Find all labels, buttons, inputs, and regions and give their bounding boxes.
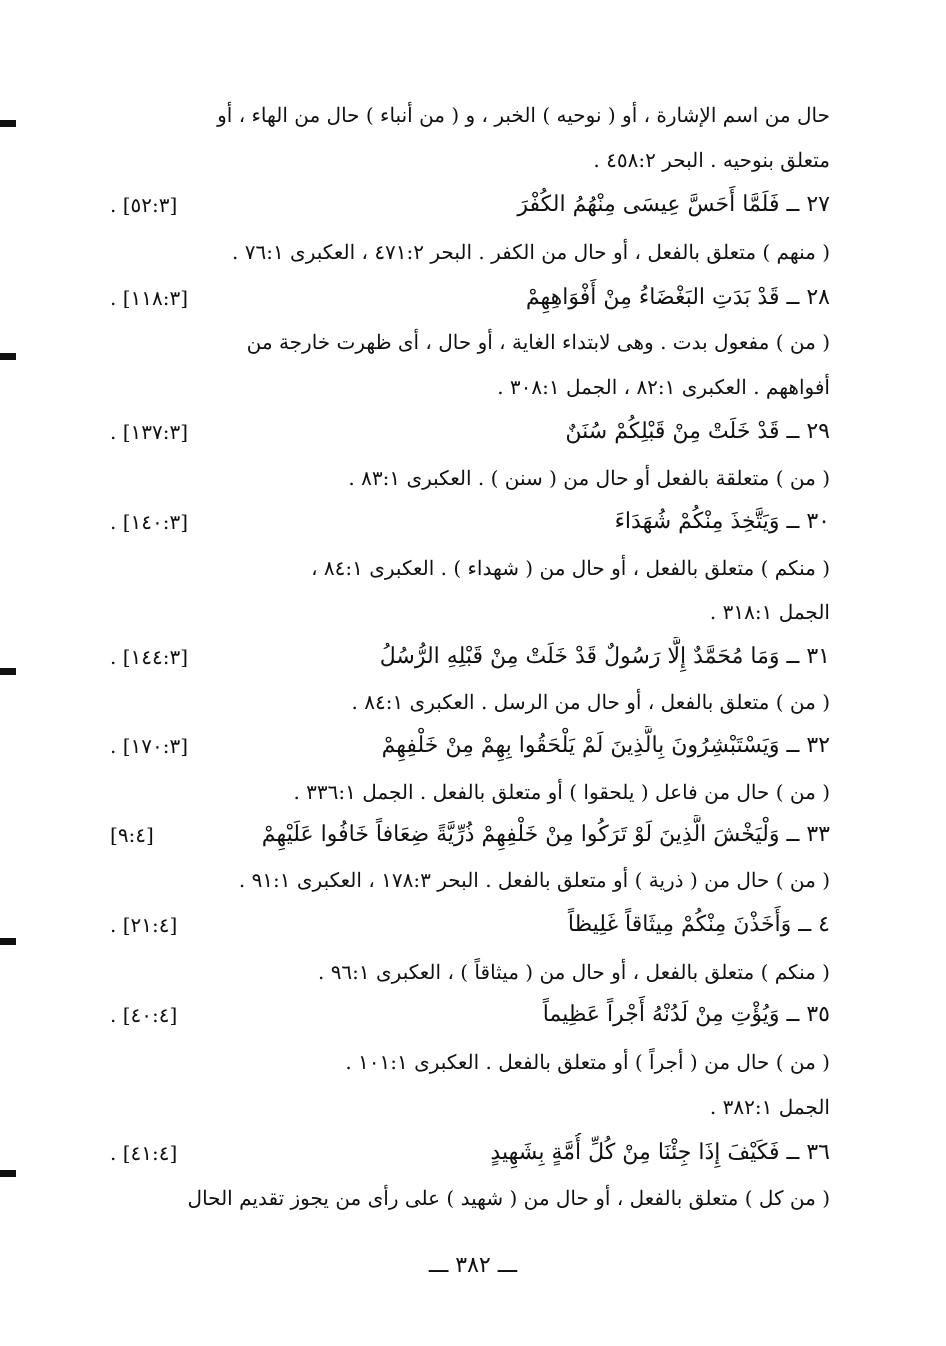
verse-line: ٣٦ ــ فَكَيْفَ إِذَا جِئْنَا مِنْ كُلِّ أُمَّةٍ بِشَهِيدٍ <box>490 1140 830 1165</box>
text-line: ( من ) متعلقة بالفعل أو حال من ( سنن ) . العكبرى ٨٣:١ . <box>348 466 830 490</box>
verse-line: ٢٩ ــ قَدْ خَلَتْ مِنْ قَبْلِكُمْ سُنَنٌ <box>565 419 830 444</box>
verse-reference: [٥٢:٣] . <box>110 193 178 217</box>
verse-reference: [٤١:٤] . <box>110 1141 178 1165</box>
verse-reference: [٤٠:٤] . <box>110 1003 178 1027</box>
text-line: حال من اسم الإشارة ، أو ( نوحيه ) الخبر ، و ( من أنباء ) حال من الهاء ، أو <box>217 103 830 127</box>
text-line: ( من ) مفعول بدت . وهى لابتداء الغاية ، أو حال ، أى ظهرت خارجة من <box>246 330 830 354</box>
verse-reference: [١٤٤:٣] . <box>110 645 189 669</box>
text-line: ( من ) حال من ( أجراً ) أو متعلق بالفعل . العكبرى ١٠١:١ . <box>345 1050 830 1074</box>
verse-line: ٣٢ ــ وَيَسْتَبْشِرُونَ بِالَّذِينَ لَمْ يَلْحَقُوا بِهِمْ مِنْ خَلْفِهِمْ <box>381 733 830 758</box>
verse-line: ٣٥ ــ وَيُؤْتِ مِنْ لَدُنْهُ أَجْراً عَظِيماً <box>542 1002 830 1027</box>
verse-line: ٢٧ ــ فَلَمَّا أَحَسَّ عِيسَى مِنْهُمُ الكُفْرَ <box>517 192 830 217</box>
verse-reference: [١٤٠:٣] . <box>110 510 189 534</box>
text-line: الجمل ٣٨٢:١ . <box>709 1095 830 1119</box>
verse-line: ٣٣ ــ وَلْيَخْشَ الَّذِينَ لَوْ تَرَكُوا مِنْ خَلْفِهِمْ ذُرِّيَّةً ضِعَافاً خَافُوا عَلَيْهِمْ <box>261 822 830 847</box>
verse-reference: [١١٨:٣] . <box>110 286 189 310</box>
text-line: ( من ) حال من فاعل ( يلحقوا ) أو متعلق بالفعل . الجمل ٣٣٦:١ . <box>293 780 830 804</box>
verse-reference: [١٣٧:٣] . <box>110 420 189 444</box>
verse-line: ٤ ــ وَأَخَذْنَ مِنْكُمْ مِيثَاقاً غَلِيظاً <box>567 912 830 937</box>
text-line: ( من ) متعلق بالفعل ، أو حال من الرسل . العكبرى ٨٤:١ . <box>351 690 830 714</box>
text-line: ( من كل ) متعلق بالفعل ، أو حال من ( شهيد ) على رأى من يجوز تقديم الحال <box>187 1186 830 1210</box>
verse-line: ٢٨ ــ قَدْ بَدَتِ البَغْضَاءُ مِنْ أَفْوَاهِهِمْ <box>525 285 830 310</box>
text-line: متعلق بنوحيه . البحر ٤٥٨:٢ . <box>593 148 830 172</box>
verse-line: ٣٠ ــ وَيَتَّخِذَ مِنْكُمْ شُهَدَاءَ <box>614 509 830 534</box>
text-line: الجمل ٣١٨:١ . <box>709 600 830 624</box>
verse-line: ٣١ ــ وَمَا مُحَمَّدٌ إِلَّا رَسُولٌ قَدْ خَلَتْ مِنْ قَبْلِهِ الرُّسُلُ <box>379 644 830 669</box>
verse-reference: [٢١:٤] . <box>110 913 178 937</box>
text-line: ( من ) حال من ( ذرية ) أو متعلق بالفعل . البحر ١٧٨:٣ ، العكبرى ٩١:١ . <box>238 868 830 892</box>
page-number: ـــ ٣٨٢ ـــ <box>428 1253 518 1278</box>
text-line: ( منهم ) متعلق بالفعل ، أو حال من الكفر . البحر ٤٧١:٢ ، العكبرى ٧٦:١ . <box>232 240 830 264</box>
verse-reference: [١٧٠:٣] . <box>110 734 189 758</box>
text-line: أفواههم . العكبرى ٨٢:١ ، الجمل ٣٠٨:١ . <box>497 375 830 399</box>
verse-reference: [٩:٤] <box>110 823 154 847</box>
text-line: ( منكم ) متعلق بالفعل ، أو حال من ( ميثاقاً ) ، العكبرى ٩٦:١ . <box>317 960 830 984</box>
text-line: ( منكم ) متعلق بالفعل ، أو حال من ( شهداء ) . العكبرى ٨٤:١ ، <box>311 556 830 580</box>
